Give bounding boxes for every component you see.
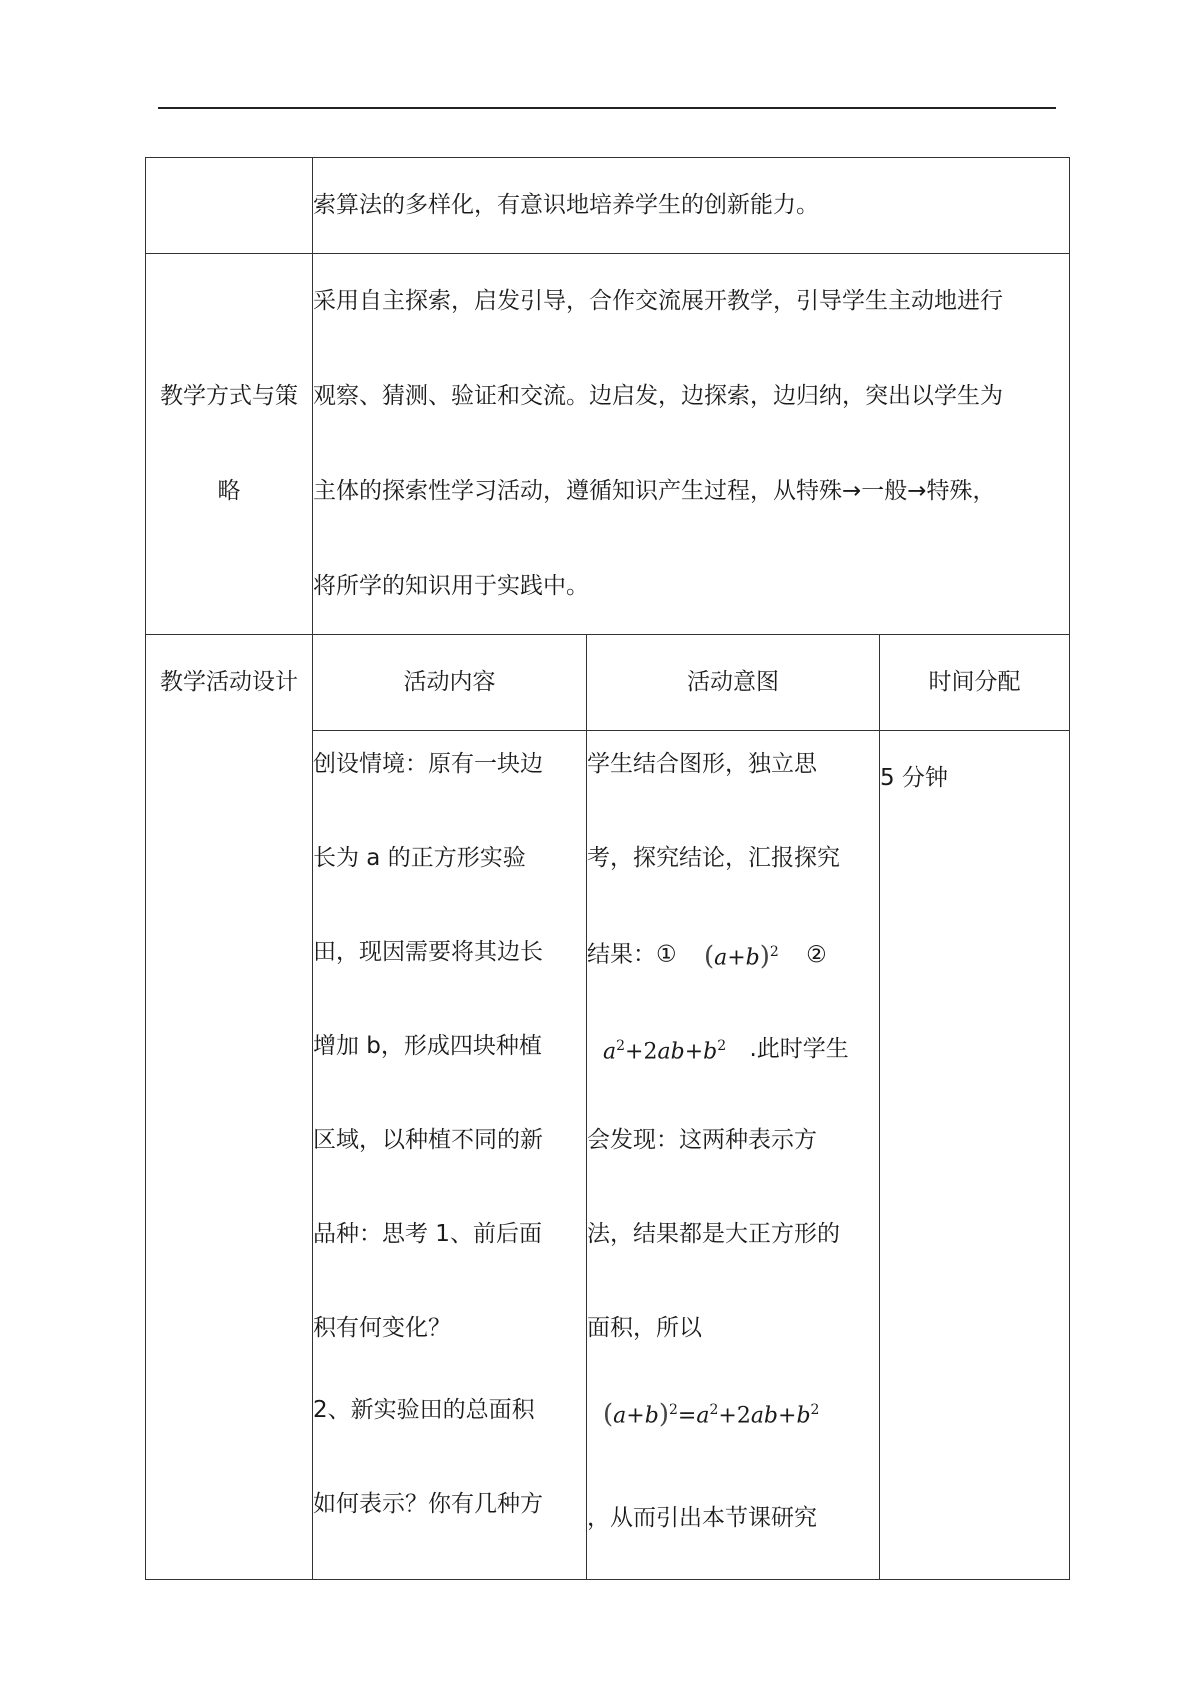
method-label-line1: 教学方式与策 [160, 383, 298, 409]
content-line: 品种：思考 1、前后面 [313, 1221, 542, 1247]
formula-identity: $(a+b)^2=a^2+2ab+b^2$ [603, 1399, 820, 1430]
header-rule [158, 107, 1056, 109]
activity-intent [587, 731, 880, 1580]
method-row [146, 254, 1070, 635]
method-label [146, 254, 313, 635]
intent-line: 面积，所以 [587, 1315, 702, 1341]
method-label-line2: 略 [217, 478, 241, 504]
result-prefix: 结果：① [587, 941, 677, 968]
content-line: 2、新实验田的总面积 [313, 1397, 535, 1423]
empty-label-cell [146, 158, 313, 254]
formula-square-of-sum: $(a+b)^2$ [703, 941, 779, 972]
method-line: 采用自主探索，启发引导，合作交流展开教学，引导学生主动地进行 [313, 288, 1003, 314]
design-header-row [146, 635, 1070, 731]
intent-line: 法，结果都是大正方形的 [587, 1221, 840, 1247]
col-header-content: 活动内容 [313, 635, 587, 731]
circle-two: ② [806, 941, 827, 968]
intent-suffix: .此时学生 [749, 1035, 849, 1062]
method-text [313, 254, 1070, 635]
content-line: 增加 b，形成四块种植 [313, 1033, 542, 1059]
method-line: 观察、猜测、验证和交流。边启发，边探索，边归纳，突出以学生为 [313, 383, 1003, 409]
content-line: 积有何变化？ [313, 1315, 451, 1341]
lesson-plan-table [145, 157, 1070, 1580]
formula-expansion: $a^2+2ab+b^2$ [603, 1038, 727, 1065]
intent-line: 学生结合图形，独立思 [587, 751, 817, 777]
intent-line: 会发现：这两种表示方 [587, 1127, 817, 1153]
activity-content [313, 731, 587, 1580]
intent-line: ，从而引出本节课研究 [587, 1505, 817, 1531]
content-line: 区域，以种植不同的新 [313, 1127, 543, 1153]
intent-line-expansion [587, 1013, 879, 1107]
activity-time: 5 分钟 [880, 731, 1070, 1580]
content-line: 如何表示？你有几种方 [313, 1491, 543, 1517]
design-label: 教学活动设计 [146, 635, 313, 1580]
continuation-text: 索算法的多样化，有意识地培养学生的创新能力。 [313, 158, 1070, 254]
intent-line-identity [587, 1377, 879, 1471]
col-header-intent: 活动意图 [587, 635, 880, 731]
content-line: 创设情境：原有一块边 [313, 751, 543, 777]
content-line: 田，现因需要将其边长 [313, 939, 543, 965]
method-line: 主体的探索性学习活动，遵循知识产生过程，从特殊→一般→特殊， [313, 478, 996, 504]
continuation-row [146, 158, 1070, 254]
col-header-time: 时间分配 [880, 635, 1070, 731]
intent-line: 考，探究结论，汇报探究 [587, 845, 840, 871]
content-line: 长为 a 的正方形实验 [313, 845, 526, 871]
intent-line-result [587, 919, 879, 1013]
method-line: 将所学的知识用于实践中。 [313, 573, 589, 599]
